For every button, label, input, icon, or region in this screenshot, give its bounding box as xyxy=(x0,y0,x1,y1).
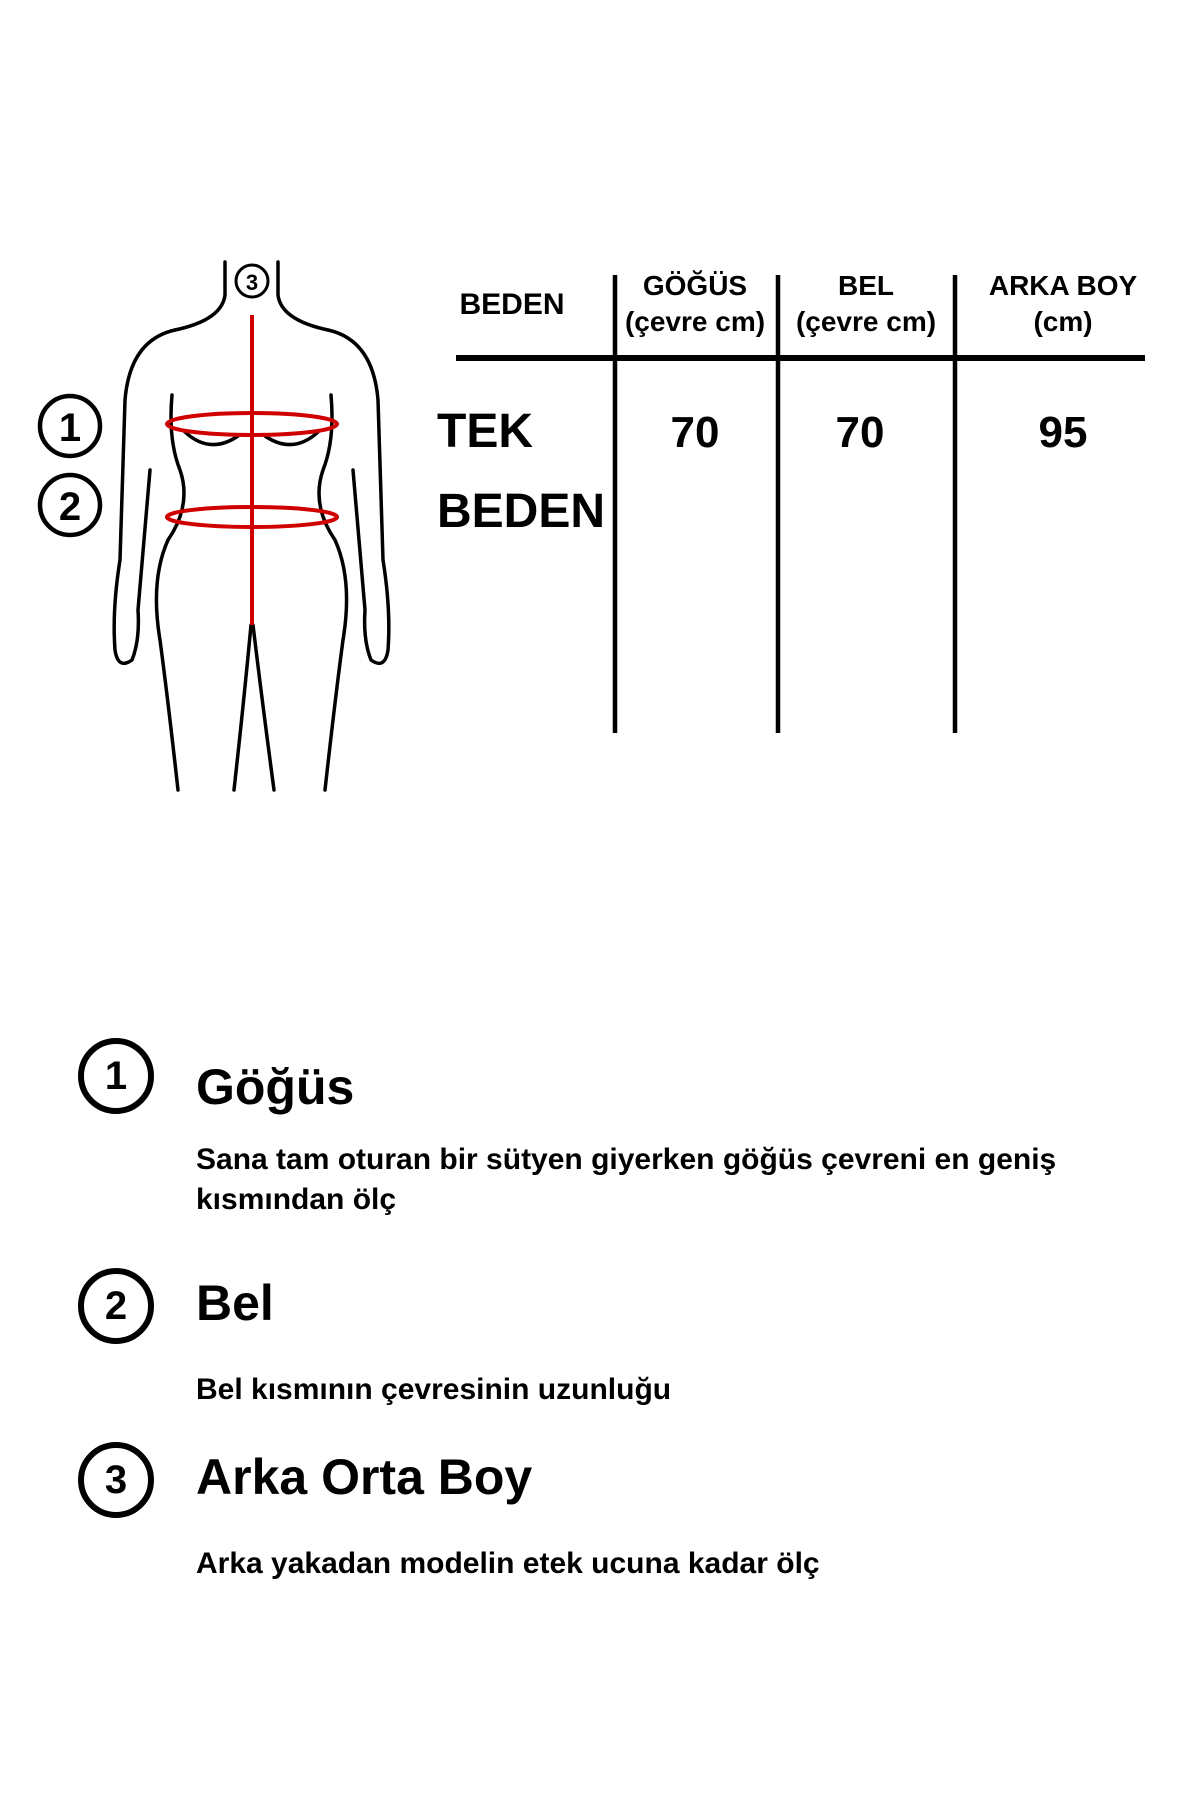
size-chart-figure xyxy=(0,0,1200,820)
header-bel-unit: (çevre cm) xyxy=(795,306,937,337)
guide-title: Göğüs xyxy=(196,1059,355,1115)
guide-number-badge: 2 xyxy=(78,1268,154,1344)
svg-text:1: 1 xyxy=(58,406,82,450)
header-bel: BEL xyxy=(838,270,894,301)
size-table xyxy=(437,270,1145,733)
guide-description: Sana tam oturan bir sütyen giyerken göğüs çevreni en geniş kısmından ölç xyxy=(196,1143,1057,1216)
row-size-label-2: BEDEN xyxy=(437,485,606,538)
guide-number-badge: 3 xyxy=(78,1442,154,1518)
guide-number-badge: 1 xyxy=(78,1038,154,1114)
value-gogus: 70 xyxy=(670,408,720,457)
guide-title: Arka Orta Boy xyxy=(196,1449,533,1505)
svg-text:2: 2 xyxy=(58,485,82,529)
value-arka-boy: 95 xyxy=(1038,408,1088,457)
guide-description: Bel kısmının çevresinin uzunluğu xyxy=(196,1373,672,1406)
marker-3 xyxy=(236,265,268,297)
header-beden: BEDEN xyxy=(459,288,565,321)
measurement-lines xyxy=(167,315,337,625)
guide-title: Bel xyxy=(196,1275,274,1331)
header-gogus: GÖĞÜS xyxy=(642,270,748,301)
guide-description: Arka yakadan modelin etek ucuna kadar ölç xyxy=(196,1547,820,1580)
value-bel: 70 xyxy=(835,408,885,457)
marker-1 xyxy=(40,396,100,456)
marker-2 xyxy=(40,475,100,535)
svg-text:3: 3 xyxy=(245,270,259,295)
header-arka-boy: ARKA BOY xyxy=(988,270,1138,301)
header-arka-boy-unit: (cm) xyxy=(1033,306,1093,337)
row-size-label: TEK xyxy=(437,405,533,458)
header-gogus-unit: (çevre cm) xyxy=(624,306,766,337)
